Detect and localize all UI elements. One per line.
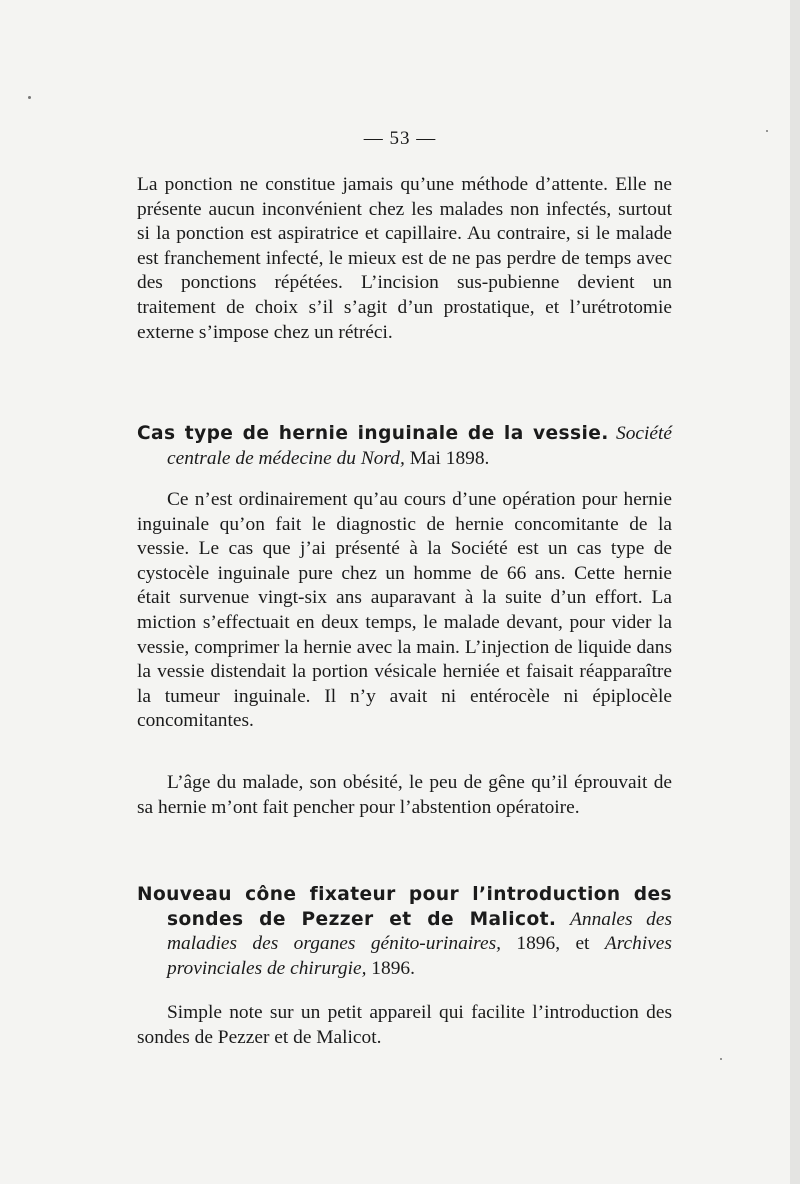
bibliographic-entry (137, 883, 672, 981)
entry-journal: Archives provinciales de chirurgie, (167, 933, 672, 979)
scan-speck (720, 1058, 722, 1060)
entry-title: Cas type de hernie inguinale de la vessie. (137, 423, 609, 444)
paragraph-cas-type (137, 488, 672, 734)
paragraph-text: Simple note sur un petit appareil qui facilite l’introduction des sondes de Pezzer et de Malicot. (137, 1002, 672, 1048)
page-edge-shadow (790, 0, 800, 1184)
paragraph-text: Ce n’est ordinairement qu’au cours d’une opération pour hernie inguinale qu’on fait le diagnostic de hernie concomitante de la vessie. Le cas que j’ai présenté à la Société est un cas type de cystocèle inguinale pure chez un homme de 66 ans. Cette hernie était survenue vingt-six ans auparavant à la suite d’un effort. La miction s’effectuait en deux temps, le malade devant, pour vider la vessie, comprimer la hernie avec la main. L’injection de liquide dans la vessie distendait la portion vésicale herniée et faisait réapparaître la tumeur inguinale. Il n’y avait ni entérocèle ni épiplocèle concomitantes. (137, 489, 672, 732)
entry-date: Mai 1898. (409, 447, 490, 469)
entry-cone-fixateur (137, 883, 672, 981)
paragraph-text: L’âge du malade, son obésité, le peu de gêne qu’il éprouvait de sa hernie m’ont fait pencher pour l’abstention opératoire. (137, 772, 672, 818)
scan-speck (28, 96, 31, 99)
entry-year: 1896. (371, 957, 415, 979)
entry-journal: Société centrale de médecine du Nord, (167, 423, 672, 469)
entry-journal: Annales des maladies des organes génito-urinaires, (167, 908, 672, 955)
paragraph-age-malade (137, 771, 672, 820)
entry-title: Nouveau cône fixateur pour l’introduction des sondes de Pezzer et de Malicot. (137, 884, 672, 930)
bibliographic-entry (137, 422, 672, 471)
paragraph-ponction (137, 173, 672, 345)
page-number: — 53 — (363, 128, 437, 149)
paragraph-text: La ponction ne constitue jamais qu’une méthode d’attente. Elle ne présente aucun inconvénient chez les malades non infectés, surtout si la ponction est aspiratrice et capillaire. Au contraire, si le malade est franchement infecté, le mieux est de ne pas perdre de temps avec des ponctions répétées. L’incision sus-pubienne devient un traitement de choix s’il s’agit d’un prostatique, et l’urétrotomie externe s’impose chez un rétréci. (137, 174, 672, 343)
paragraph-simple-note (137, 1001, 672, 1050)
scan-speck (766, 130, 768, 132)
entry-year: 1896, et (516, 933, 590, 955)
entry-hernie-inguinale (137, 422, 672, 471)
